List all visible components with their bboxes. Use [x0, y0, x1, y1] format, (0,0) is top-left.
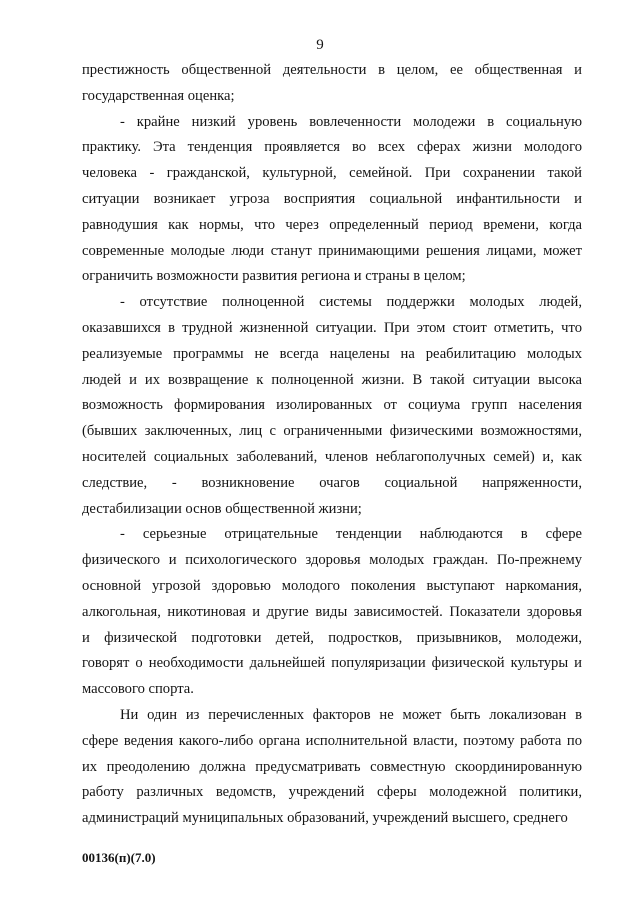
text-line: (бывших заключенных, лиц с ограниченными физическими возможностями, [82, 423, 582, 440]
text-line: носителей социальных заболеваний, членов неблагополучных семей) и, как [82, 448, 582, 465]
paragraph [82, 58, 582, 110]
text-line: - крайне низкий уровень вовлеченности молодежи в социальную [120, 113, 582, 130]
text-line: реализуемые программы не всегда нацелены на реабилитацию молодых [82, 345, 582, 362]
text-line: людей и их возвращение к полноценной жизни. В такой ситуации высока [82, 371, 582, 388]
text-line: физического и психологического здоровья молодых граждан. По-прежнему [82, 552, 582, 569]
paragraph [82, 290, 582, 522]
text-line: современные молодые люди станут принимающими решения лицами, может [82, 242, 582, 259]
text-line: администраций муниципальных образований, учреждений высшего, среднего [82, 810, 568, 827]
body-text [82, 58, 582, 832]
text-line: ограничить возможности развития региона и страны в целом; [82, 268, 466, 285]
text-line: алкогольная, никотиновая и другие виды зависимостей. Показатели здоровья [82, 603, 582, 620]
text-line: человека - гражданской, культурной, семейной. При сохранении такой [82, 165, 582, 182]
text-line: работу различных ведомств, учреждений сферы молодежной политики, [82, 784, 582, 801]
document-code: 00136(п)(7.0) [82, 850, 156, 865]
text-line: и физической подготовки детей, подростков, призывников, молодежи, [82, 629, 582, 646]
text-line: - отсутствие полноценной системы поддержки молодых людей, [120, 294, 582, 311]
paragraph [82, 703, 582, 832]
text-line: основной угрозой здоровью молодого поколения выступают наркомания, [82, 577, 582, 594]
text-line: массового спорта. [82, 681, 194, 698]
text-line: оказавшихся в трудной жизненной ситуации. При этом стоит отметить, что [82, 319, 582, 336]
text-line: говорят о необходимости дальнейшей популяризации физической культуры и [82, 655, 582, 672]
paragraph [82, 522, 582, 703]
text-line: ситуации возникает угроза восприятия социальной инфантильности и [82, 190, 582, 207]
text-line: - серьезные отрицательные тенденции наблюдаются в сфере [120, 526, 582, 543]
paragraph [82, 110, 582, 291]
text-line: равнодушия как нормы, что через определенный период времени, когда [82, 216, 582, 233]
text-line: государственная оценка; [82, 87, 235, 104]
text-line: возможность формирования изолированных от социума групп населения [82, 397, 582, 414]
text-line: следствие, - возникновение очагов социальной напряженности, [82, 474, 582, 491]
page-number: 9 [316, 37, 324, 53]
text-line: сфере ведения какого-либо органа исполнительной власти, поэтому работа по [82, 732, 582, 749]
text-line: дестабилизации основ общественной жизни; [82, 500, 362, 517]
text-line: их преодолению должна предусматривать совместную скоординированную [82, 758, 582, 775]
text-line: Ни один из перечисленных факторов не может быть локализован в [120, 706, 582, 723]
text-line: практику. Эта тенденция проявляется во всех сферах жизни молодого [82, 139, 582, 156]
text-line: престижность общественной деятельности в целом, ее общественная и [82, 62, 582, 78]
